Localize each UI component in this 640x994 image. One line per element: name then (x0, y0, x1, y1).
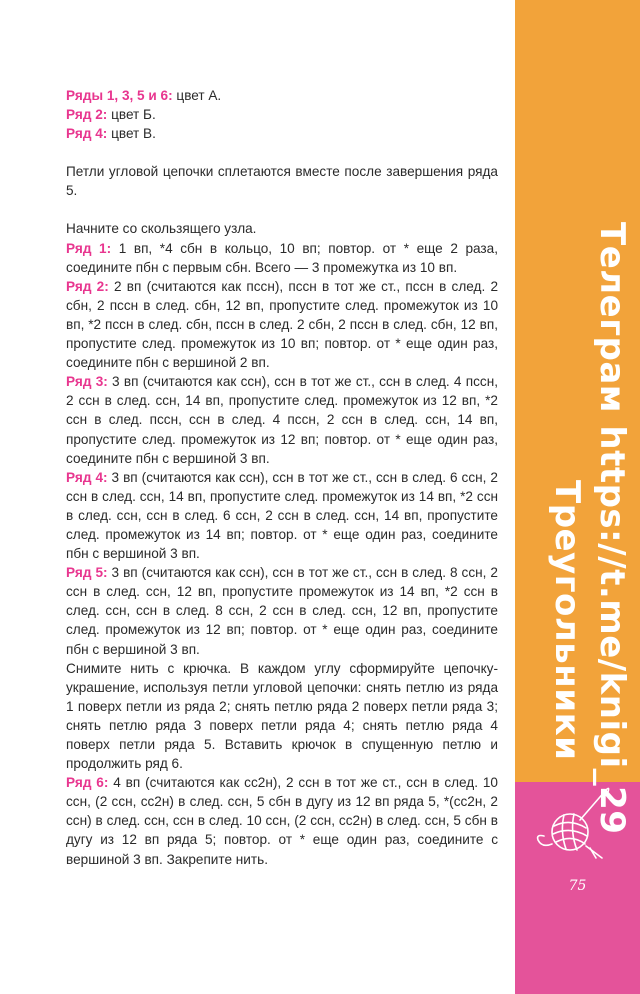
row-text: 4 вп (считаются как сс2н), 2 ссн в тот же ст., ссн в след. 10 ссн, (2 ссн, сс2н) в след. ссн, 5 сбн в дугу из 12 вп ряда 5, *(сс2н, 2 ссн) в след. ссн, ссн в след. 10 ссн, (2 ссн, сс2н) в след. ссн, 5 сбн в дугу из 12 вп ряда 5; повтор. от * еще один раз, соедините с вершиной 3 вп. Закрепите нить. (66, 775, 498, 867)
row-instruction (66, 277, 498, 372)
color-value: цвет А. (172, 88, 222, 103)
row-label: Ряд 5: (66, 565, 108, 581)
row-label: Ряд 4: (66, 469, 108, 485)
intro-line: Начните со скользящего узла. (66, 221, 257, 237)
color-line (66, 86, 498, 105)
telegram-link-text: Телеграм https://t.me/knigi_29 (592, 222, 632, 835)
color-value: цвет В. (107, 126, 156, 142)
row-label: Ряд 1: (66, 240, 112, 256)
color-line (66, 105, 498, 124)
yarn-ball-hook-icon (520, 782, 640, 864)
pattern-text (66, 86, 498, 869)
color-label: Ряд 4: (66, 126, 108, 142)
row-text: 3 вп (считаются как ссн), ссн в тот же ст., ссн в след. 6 ссн, 2 ссн в след. ссн, 14 вп, пропустите след. промежуток из 14 вп, *2 ссн в след. ссн, ссн в след. 6 ссн, 2 ссн в след. ссн, 14 вп, пропустите след. промежуток из 14 вп; повтор. от * еще один раз, соедините пбн с вершиной 3 вп. (66, 469, 498, 562)
row-text: 2 вп (считаются как пссн), пссн в тот же ст., пссн в след. 2 сбн, 2 пссн в след. сбн, 12 вп, пропустите след. промежуток из 10 вп, *2 пссн в след. сбн, пссн в след. 2 сбн, 2 пссн в след. сбн, 12 вп, пропустите след. промежуток из 10 вп; повтор. от * еще один раз, соедините пбн с вершиной 2 вп. (66, 278, 499, 371)
row-text: 1 вп, *4 сбн в кольцо, 10 вп; повтор. от * еще 2 раза, соедините пбн с первым сбн. Всего — 3 промежутка из 10 вп. (66, 240, 499, 275)
row-text: 3 вп (считаются как ссн), ссн в тот же ст., ссн в след. 4 пссн, 2 ссн в след. ссн, 14 вп, пропустите след. промежуток из 12 вп, *2 ссн в след. пссн, ссн в след. 4 пссн, 2 ссн в след. ссн, 14 вп, пропустите след. промежуток из 12 вп; повтор. от * еще один раз, соедините пбн с вершиной 3 вп. (66, 374, 498, 466)
section-title: Треугольники (547, 480, 587, 761)
row-instruction (66, 468, 498, 563)
row-instruction (66, 773, 498, 868)
corner-chain-note: Петли угловой цепочки сплетаются вместе после завершения ряда 5. (66, 164, 498, 199)
page-number: 75 (568, 878, 587, 894)
chain-decoration-note: Снимите нить с крючка. В каждом углу сформируйте цепочку-украшение, используя петли угловой цепочки: снять петлю из ряда 1 поверх петли из ряда 2; снять петлю ряда 2 поверх петли ряда 3; снять петлю ряда 3 поверх петли ряда 4; снять петлю ряда 4 поверх петли ряда 5. Вставить крючок в спущенную петлю и продолжить ряд 6. (66, 660, 498, 772)
color-value: цвет Б. (107, 107, 156, 123)
row-text: 3 вп (считаются как ссн), ссн в тот же ст., ссн в след. 8 ссн, 2 ссн в след. ссн, 12 вп, пропустите промежуток из 14 вп, *2 ссн в след. ссн, ссн в след. 8 ссн, 2 ссн в след. ссн, 12 вп, пропустите след. промежуток из 12 вп; повтор. от * еще один раз, соедините пбн с вершиной 3 вп. (66, 565, 498, 657)
color-line (66, 124, 498, 143)
row-label: Ряд 3: (66, 374, 108, 390)
row-instruction (66, 563, 498, 658)
color-label: Ряды 1, 3, 5 и 6: (66, 88, 173, 103)
color-label: Ряд 2: (66, 107, 108, 123)
row-label: Ряд 6: (66, 775, 109, 791)
row-instruction (66, 239, 498, 277)
row-label: Ряд 2: (66, 278, 109, 294)
row-instruction (66, 372, 498, 467)
